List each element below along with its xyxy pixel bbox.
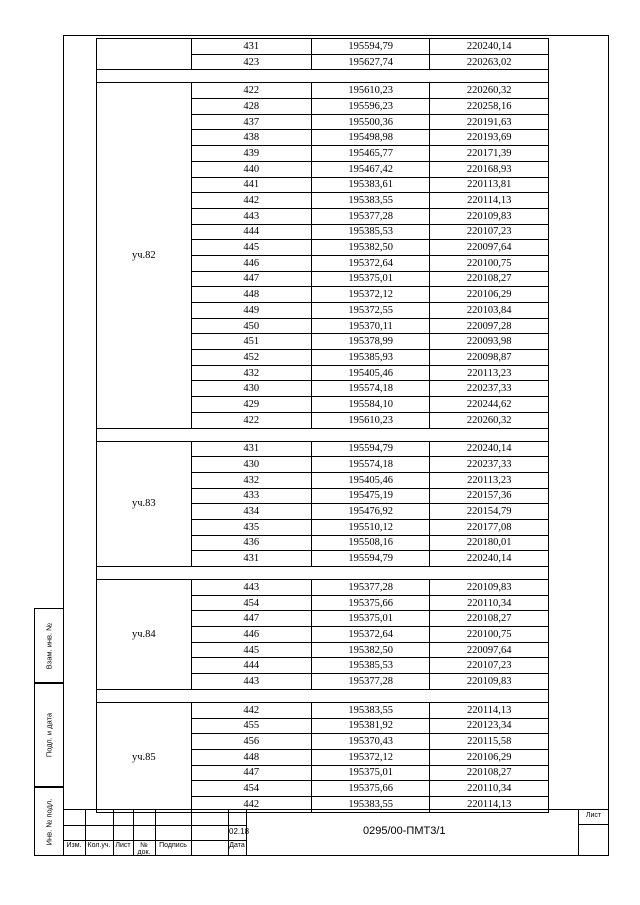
coord-y: 220263,02	[430, 54, 549, 70]
coord-y: 220193,69	[430, 130, 549, 146]
stamp-list-label: Лист	[585, 812, 602, 819]
point-number: 433	[191, 488, 311, 504]
coord-x: 195377,28	[311, 208, 430, 224]
coord-y: 220244,62	[430, 397, 549, 413]
coord-x: 195385,93	[311, 350, 430, 366]
side-vzam-label: Взам. инв. №	[44, 622, 54, 669]
point-number: 430	[191, 381, 311, 397]
coord-x: 195375,01	[311, 611, 430, 627]
point-number: 455	[191, 718, 311, 734]
point-number: 429	[191, 397, 311, 413]
point-number: 451	[191, 334, 311, 350]
point-number: 432	[191, 365, 311, 381]
coord-x: 195372,64	[311, 255, 430, 271]
coord-x: 195383,55	[311, 193, 430, 209]
coord-y: 220114,13	[430, 702, 549, 718]
coord-y: 220260,32	[430, 83, 549, 99]
point-number: 443	[191, 208, 311, 224]
section-label: уч.85	[97, 702, 192, 812]
coordinates-table	[96, 38, 549, 813]
coordinates-table-body	[97, 39, 549, 813]
coord-x: 195584,10	[311, 397, 430, 413]
coord-y: 220240,14	[430, 551, 549, 567]
point-number: 423	[191, 54, 311, 70]
coord-x: 195627,74	[311, 54, 430, 70]
coord-x: 195383,55	[311, 796, 430, 812]
side-inv-label: Инв. № подл.	[44, 798, 54, 845]
point-number: 445	[191, 240, 311, 256]
coord-x: 195382,50	[311, 240, 430, 256]
coord-y: 220100,75	[430, 627, 549, 643]
point-number: 430	[191, 457, 311, 473]
point-number: 431	[191, 441, 311, 457]
point-number: 443	[191, 580, 311, 596]
coord-y: 220106,29	[430, 287, 549, 303]
separator-cell	[97, 428, 549, 441]
point-number: 454	[191, 595, 311, 611]
coord-x: 195385,53	[311, 658, 430, 674]
point-number: 432	[191, 472, 311, 488]
point-number: 431	[191, 551, 311, 567]
point-number: 437	[191, 114, 311, 130]
coord-x: 195372,64	[311, 627, 430, 643]
coord-y: 220097,28	[430, 318, 549, 334]
coord-y: 220113,23	[430, 365, 549, 381]
coord-y: 220240,14	[430, 39, 549, 55]
coord-x: 195382,50	[311, 642, 430, 658]
table-row	[97, 39, 549, 55]
coord-x: 195375,66	[311, 595, 430, 611]
coord-y: 220154,79	[430, 504, 549, 520]
coord-x: 195375,66	[311, 781, 430, 797]
coord-y: 220100,75	[430, 255, 549, 271]
point-number: 439	[191, 146, 311, 162]
coord-y: 220258,16	[430, 99, 549, 115]
point-number: 441	[191, 177, 311, 193]
side-podp-label: Подп. и дата	[44, 712, 54, 758]
table-row	[97, 83, 549, 99]
point-number: 450	[191, 318, 311, 334]
point-number: 422	[191, 412, 311, 428]
coord-y: 220108,27	[430, 271, 549, 287]
coord-y: 220237,33	[430, 457, 549, 473]
coord-y: 220098,87	[430, 350, 549, 366]
coord-y: 220107,23	[430, 224, 549, 240]
coord-x: 195375,01	[311, 271, 430, 287]
title-block	[63, 809, 609, 856]
point-number: 442	[191, 702, 311, 718]
coord-x: 195405,46	[311, 365, 430, 381]
coord-y: 220107,23	[430, 658, 549, 674]
coord-x: 195381,92	[311, 718, 430, 734]
side-stamp	[34, 608, 63, 856]
separator-cell	[97, 689, 549, 702]
coord-y: 220180,01	[430, 535, 549, 551]
point-number: 448	[191, 287, 311, 303]
coord-y: 220177,08	[430, 519, 549, 535]
coord-x: 195594,79	[311, 39, 430, 55]
coord-y: 220114,13	[430, 796, 549, 812]
point-number: 446	[191, 255, 311, 271]
point-number: 448	[191, 749, 311, 765]
coord-x: 195370,11	[311, 318, 430, 334]
coord-x: 195465,77	[311, 146, 430, 162]
stamp-podpis: Подпись	[159, 842, 187, 849]
coord-y: 220123,34	[430, 718, 549, 734]
coord-y: 220168,93	[430, 161, 549, 177]
coord-x: 195610,23	[311, 83, 430, 99]
coord-x: 195372,12	[311, 287, 430, 303]
point-number: 442	[191, 193, 311, 209]
coord-x: 195476,92	[311, 504, 430, 520]
coord-x: 195405,46	[311, 472, 430, 488]
point-number: 428	[191, 99, 311, 115]
stamp-data: Дата	[229, 842, 245, 849]
section-cell-top	[97, 39, 192, 70]
coord-y: 220093,98	[430, 334, 549, 350]
point-number: 422	[191, 83, 311, 99]
coord-x: 195383,55	[311, 702, 430, 718]
coord-x: 195377,28	[311, 674, 430, 690]
coord-x: 195372,55	[311, 303, 430, 319]
section-separator	[97, 567, 549, 580]
point-number: 445	[191, 642, 311, 658]
section-label: уч.82	[97, 83, 192, 428]
coord-x: 195498,98	[311, 130, 430, 146]
point-number: 435	[191, 519, 311, 535]
point-number: 447	[191, 611, 311, 627]
table-row	[97, 580, 549, 596]
coord-x: 195385,53	[311, 224, 430, 240]
point-number: 447	[191, 271, 311, 287]
coord-y: 220113,81	[430, 177, 549, 193]
coord-y: 220114,13	[430, 193, 549, 209]
coord-x: 195594,79	[311, 551, 430, 567]
coord-y: 220109,83	[430, 674, 549, 690]
coord-y: 220109,83	[430, 580, 549, 596]
coord-y: 220106,29	[430, 749, 549, 765]
coord-x: 195594,79	[311, 441, 430, 457]
stamp-kol: Кол.уч.	[87, 842, 111, 849]
point-number: 444	[191, 658, 311, 674]
point-number: 431	[191, 39, 311, 55]
section-label: уч.84	[97, 580, 192, 690]
coord-x: 195574,18	[311, 381, 430, 397]
point-number: 444	[191, 224, 311, 240]
coord-y: 220110,34	[430, 781, 549, 797]
coord-x: 195378,99	[311, 334, 430, 350]
stamp-date-value: 02.18	[229, 827, 250, 836]
coord-y: 220240,14	[430, 441, 549, 457]
coord-y: 220237,33	[430, 381, 549, 397]
coord-x: 195510,12	[311, 519, 430, 535]
coord-y: 220157,36	[430, 488, 549, 504]
table-row	[97, 441, 549, 457]
coord-y: 220191,63	[430, 114, 549, 130]
section-separator	[97, 70, 549, 83]
stamp-list: Лист	[115, 842, 131, 849]
separator-cell	[97, 70, 549, 83]
table-row	[97, 702, 549, 718]
point-number: 446	[191, 627, 311, 643]
coord-x: 195467,42	[311, 161, 430, 177]
coord-x: 195383,61	[311, 177, 430, 193]
side-podp-cell	[34, 683, 63, 787]
stamp-izm: Изм.	[66, 842, 82, 849]
coord-y: 220108,27	[430, 611, 549, 627]
point-number: 443	[191, 674, 311, 690]
coord-x: 195610,23	[311, 412, 430, 428]
side-vzam-cell	[34, 608, 63, 683]
side-inv-cell	[34, 787, 63, 856]
coord-x: 195500,36	[311, 114, 430, 130]
point-number: 440	[191, 161, 311, 177]
coord-y: 220171,39	[430, 146, 549, 162]
coord-y: 220097,64	[430, 240, 549, 256]
coord-x: 195377,28	[311, 580, 430, 596]
section-separator	[97, 689, 549, 702]
coord-y: 220110,34	[430, 595, 549, 611]
coord-x: 195596,23	[311, 99, 430, 115]
point-number: 442	[191, 796, 311, 812]
point-number: 438	[191, 130, 311, 146]
coord-y: 220260,32	[430, 412, 549, 428]
coord-x: 195574,18	[311, 457, 430, 473]
separator-cell	[97, 567, 549, 580]
document-code: 0295/00-ПМТ3/1	[363, 825, 446, 837]
point-number: 456	[191, 734, 311, 750]
point-number: 447	[191, 765, 311, 781]
coord-x: 195370,43	[311, 734, 430, 750]
coord-y: 220113,23	[430, 472, 549, 488]
coord-x: 195475,19	[311, 488, 430, 504]
coord-y: 220108,27	[430, 765, 549, 781]
point-number: 452	[191, 350, 311, 366]
coord-x: 195375,01	[311, 765, 430, 781]
section-label: уч.83	[97, 441, 192, 567]
point-number: 449	[191, 303, 311, 319]
stamp-ndok: № док.	[137, 842, 151, 856]
coord-x: 195372,12	[311, 749, 430, 765]
coord-x: 195508,16	[311, 535, 430, 551]
coord-y: 220097,64	[430, 642, 549, 658]
coord-y: 220115,58	[430, 734, 549, 750]
point-number: 434	[191, 504, 311, 520]
point-number: 436	[191, 535, 311, 551]
coord-y: 220103,84	[430, 303, 549, 319]
coord-y: 220109,83	[430, 208, 549, 224]
point-number: 454	[191, 781, 311, 797]
section-separator	[97, 428, 549, 441]
